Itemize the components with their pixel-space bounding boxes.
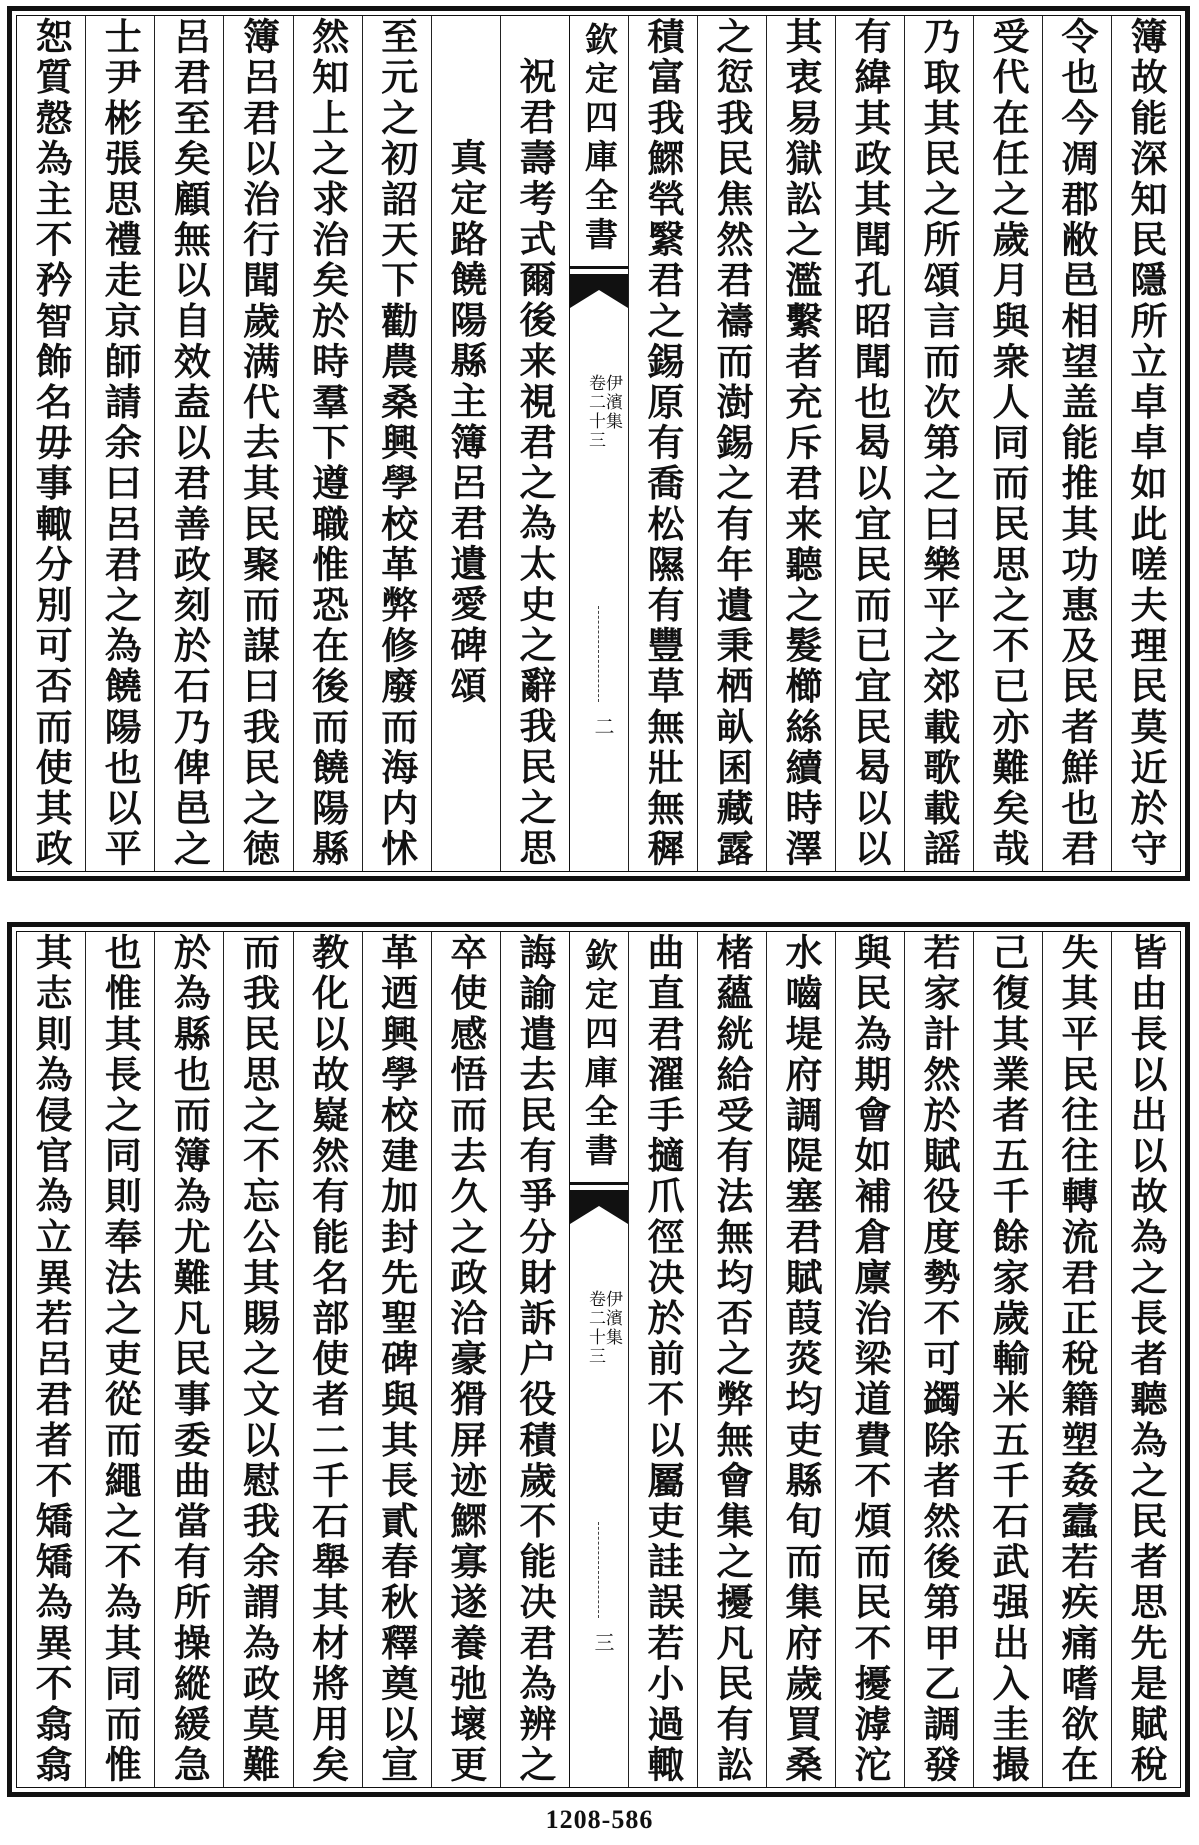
page-code: 1208-586 xyxy=(545,1805,654,1834)
text-column: 失其平民往往轉流君正稅籍塑姦蠧若疾痛嗜欲在 xyxy=(1042,932,1111,1787)
text-column: 有緯其政其聞孔昭聞也曷以宜民而已宜民曷以以 xyxy=(835,16,904,871)
text-column: 其志則為侵官為立異若呂君者不矯矯為異不翕翕 xyxy=(29,933,74,1786)
fishtail-mark xyxy=(570,266,628,310)
page-frame xyxy=(16,15,1181,872)
text-column: 然知上之求治矣於時羣下遵職惟恐在後而饒陽縣 xyxy=(293,16,362,871)
text-column: 與民為期會如補倉廪治梁道費不煩而民不擾滹沱 xyxy=(835,932,904,1787)
text-column: 誨諭遣去民有爭分財訴户役積歲不能决君為辨之 xyxy=(500,932,569,1787)
text-column: 士尹彬張思禮走京師請余曰呂君之為饒陽也以平 xyxy=(85,16,154,871)
text-column: 革迺興學校建加封先聖碑與其長貳春秋釋奠以宣 xyxy=(362,932,431,1787)
book-title: 欽定四庫全書 xyxy=(580,22,619,256)
text-column: 積富我鰥煢繄君之錫原有喬松隰有豐草無壯無穉 xyxy=(628,16,697,871)
page-panel xyxy=(7,6,1190,881)
inscription-title: 真定路饒陽縣主簿呂君遺愛碑頌 xyxy=(431,16,500,871)
page-frame xyxy=(16,931,1181,1788)
text-column: 之愆我民焦然君禱而澍錫之有年遺秉栖畒囷藏露 xyxy=(697,16,766,871)
text-column: 而我民思之不忘公其賜之文以慰我余謂為政莫難 xyxy=(223,932,292,1787)
left-half-page xyxy=(17,16,569,871)
fold-center-line xyxy=(598,606,599,702)
text-column: 也惟其長之同則奉法之吏從而繩之不為其同而惟 xyxy=(85,932,154,1787)
text-column: 祝君壽考式爾後来視君之為太史之辭我民之思 xyxy=(500,16,569,871)
text-column: 至元之初詔天下勸農桑興學校革弊修廢而海内怵 xyxy=(362,16,431,871)
text-column: 受代在任之歲月與衆人同而民思之不已亦難矣哉 xyxy=(973,16,1042,871)
text-column: 水嚙堤府調隄塞君賦葭菼均吏縣旬而集府歲買桑 xyxy=(766,932,835,1787)
fishtail-mark xyxy=(570,1182,628,1226)
text-column: 恕質慤為主不矜智飾名毋事輙分別可否而使其政 xyxy=(29,17,74,870)
book-title: 欽定四庫全書 xyxy=(580,938,619,1172)
center-fold xyxy=(569,16,628,871)
text-column: 若家計然於賦役度勢不可蠲除者然後第甲乙調發 xyxy=(904,932,973,1787)
page-number: 三 xyxy=(591,1632,615,1652)
text-column: 呂君至矣顧無以自效盍以君善政刻於石乃俾邑之 xyxy=(154,16,223,871)
page-panel xyxy=(7,922,1190,1797)
text-column: 己復其業者五千餘家歲輸米五千石武强出入圭撮 xyxy=(973,932,1042,1787)
text-column: 簿故能深知民隱所立卓卓如此嗟夫理民莫近於守 xyxy=(1111,16,1180,871)
text-column: 其衷易獄訟之濫繫者充斥君来聽之髮櫛絲續時澤 xyxy=(766,16,835,871)
text-column: 簿呂君以治行聞歲满代去其民聚而謀曰我民之徳 xyxy=(223,16,292,871)
text-column: 楮蘊絖給受有法無均否之弊無會集之擾凡民有訟 xyxy=(697,932,766,1787)
text-column: 令也今凋郡敝邑相望盖能推其功惠及民者鮮也君 xyxy=(1042,16,1111,871)
page-number: 二 xyxy=(591,716,615,736)
text-column: 教化以故嶷然有能名部使者二千石舉其材將用矣 xyxy=(293,932,362,1787)
collection-name: 伊濱集 xyxy=(602,1290,622,1347)
center-fold xyxy=(569,932,628,1787)
volume-label: 卷二十三 xyxy=(585,1290,605,1366)
volume-label: 卷二十三 xyxy=(585,374,605,450)
text-column: 曲直君濯手擿爪徑决於前不以屬吏詿誤若小過輙 xyxy=(628,932,697,1787)
collection-name: 伊濱集 xyxy=(602,374,622,431)
text-column: 乃取其民之所頌言而次第之曰樂平之郊載歌載謡 xyxy=(904,16,973,871)
text-column: 卒使感悟而去久之政洽豪猾屏迹鰥寡遂養弛壞更 xyxy=(431,932,500,1787)
fold-center-line xyxy=(598,1522,599,1618)
text-column: 皆由長以出以故為之長者聽為之民者思先是賦稅 xyxy=(1111,932,1180,1787)
text-column: 於為縣也而簿為尤難凡民事委曲當有所操縱緩急 xyxy=(154,932,223,1787)
left-half-page xyxy=(17,932,569,1787)
right-half-page xyxy=(628,16,1180,871)
right-half-page xyxy=(628,932,1180,1787)
